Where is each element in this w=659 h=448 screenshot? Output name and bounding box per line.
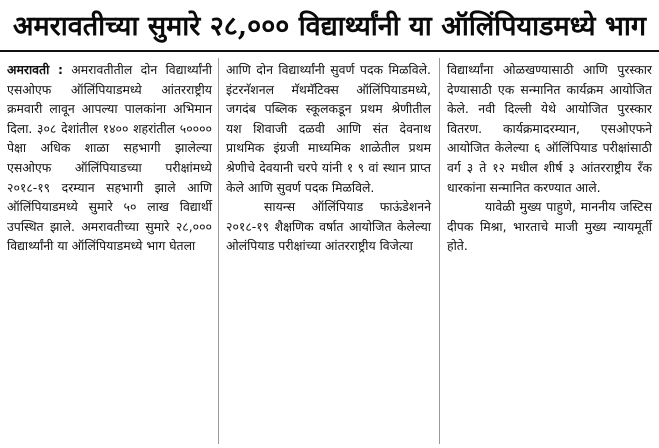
column-divider bbox=[218, 58, 219, 444]
article-paragraph: सायन्स ऑलिंपियाड फाऊंडेशनने २०१८-१९ शैक्षणिक वर्षात आयोजित केलेल्या ओलंपियाड परीक्षांच्या आंतरराष्ट्रीय विजेत्या bbox=[226, 199, 431, 254]
article-column-1 bbox=[7, 60, 212, 256]
article-column-3 bbox=[447, 60, 652, 256]
column-1-text: अमरावतीतील दोन विद्यार्थ्यांनी एसओएफ ऑलिंपियाडमध्ये आंतरराष्ट्रीय क्रमवारी लावून आपल्या पालकांना अभिमान दिला. ३०८ देशांतील १४०० शहरांतील ५०००० पेक्षा अधिक शाळा सहभागी झालेल्या एसओएफ ऑलिंपियाडच्या परीक्षांमध्ये २०१८-१९ दरम्यान सहभागी झाले आणि ऑलिंपियाडमध्ये सुमारे ५० लाख विद्यार्थी उपस्थित झाले. अमरावतीच्या सुमारे २८,००० विद्यार्थ्यांनी या ऑलिंपियाडमध्ये भाग घेतला bbox=[7, 62, 212, 254]
article-paragraph: यावेळी मुख्य पाहुणे, माननीय जस्टिस दीपक मिश्रा, भारताचे माजी मुख्य न्यायमूर्ती होते. bbox=[447, 199, 652, 254]
dateline: अमरावती : bbox=[7, 62, 63, 77]
headline: अमरावतीच्या सुमारे २८,००० विद्यार्थ्यांनी या ऑलिंपियाडमध्ये भाग bbox=[12, 10, 647, 42]
column-divider bbox=[439, 58, 440, 444]
article-paragraph: आणि दोन विद्यार्थ्यांनी सुवर्ण पदक मिळविले. इंटरनॅशनल मॅथमॅटिक्स ऑलिंपियाडमध्ये, जगदंब पब्लिक स्कूलकडून प्रथम श्रेणीतील यश शिवाजी दळवी आणि संत देवनाथ प्राथमिक इंग्रजी माध्यमिक शाळेतील प्रथम श्रेणीचे देवयानी चरपे यांनी १ ९ वां स्थान प्राप्त केले आणि सुवर्ण पदक मिळविले. bbox=[226, 62, 431, 195]
headline-rule bbox=[0, 50, 659, 52]
article-paragraph: विद्यार्थ्यांना ओळखण्यासाठी आणि पुरस्कार देण्यासाठी एक सन्मानित कार्यक्रम आयोजित केले. नवी दिल्ली येथे आयोजित पुरस्कार वितरण. कार्यक्रमादरम्यान, एसओएफने आयोजित केलेल्या ६ ऑलिंपियाड परीक्षांसाठी वर्ग ३ ते १२ मधील शीर्ष ३ आंतरराष्ट्रीय रँक धारकांना सन्मानित करण्यात आले. bbox=[447, 62, 652, 195]
article-paragraph bbox=[7, 60, 212, 256]
article-column-2 bbox=[226, 60, 431, 256]
